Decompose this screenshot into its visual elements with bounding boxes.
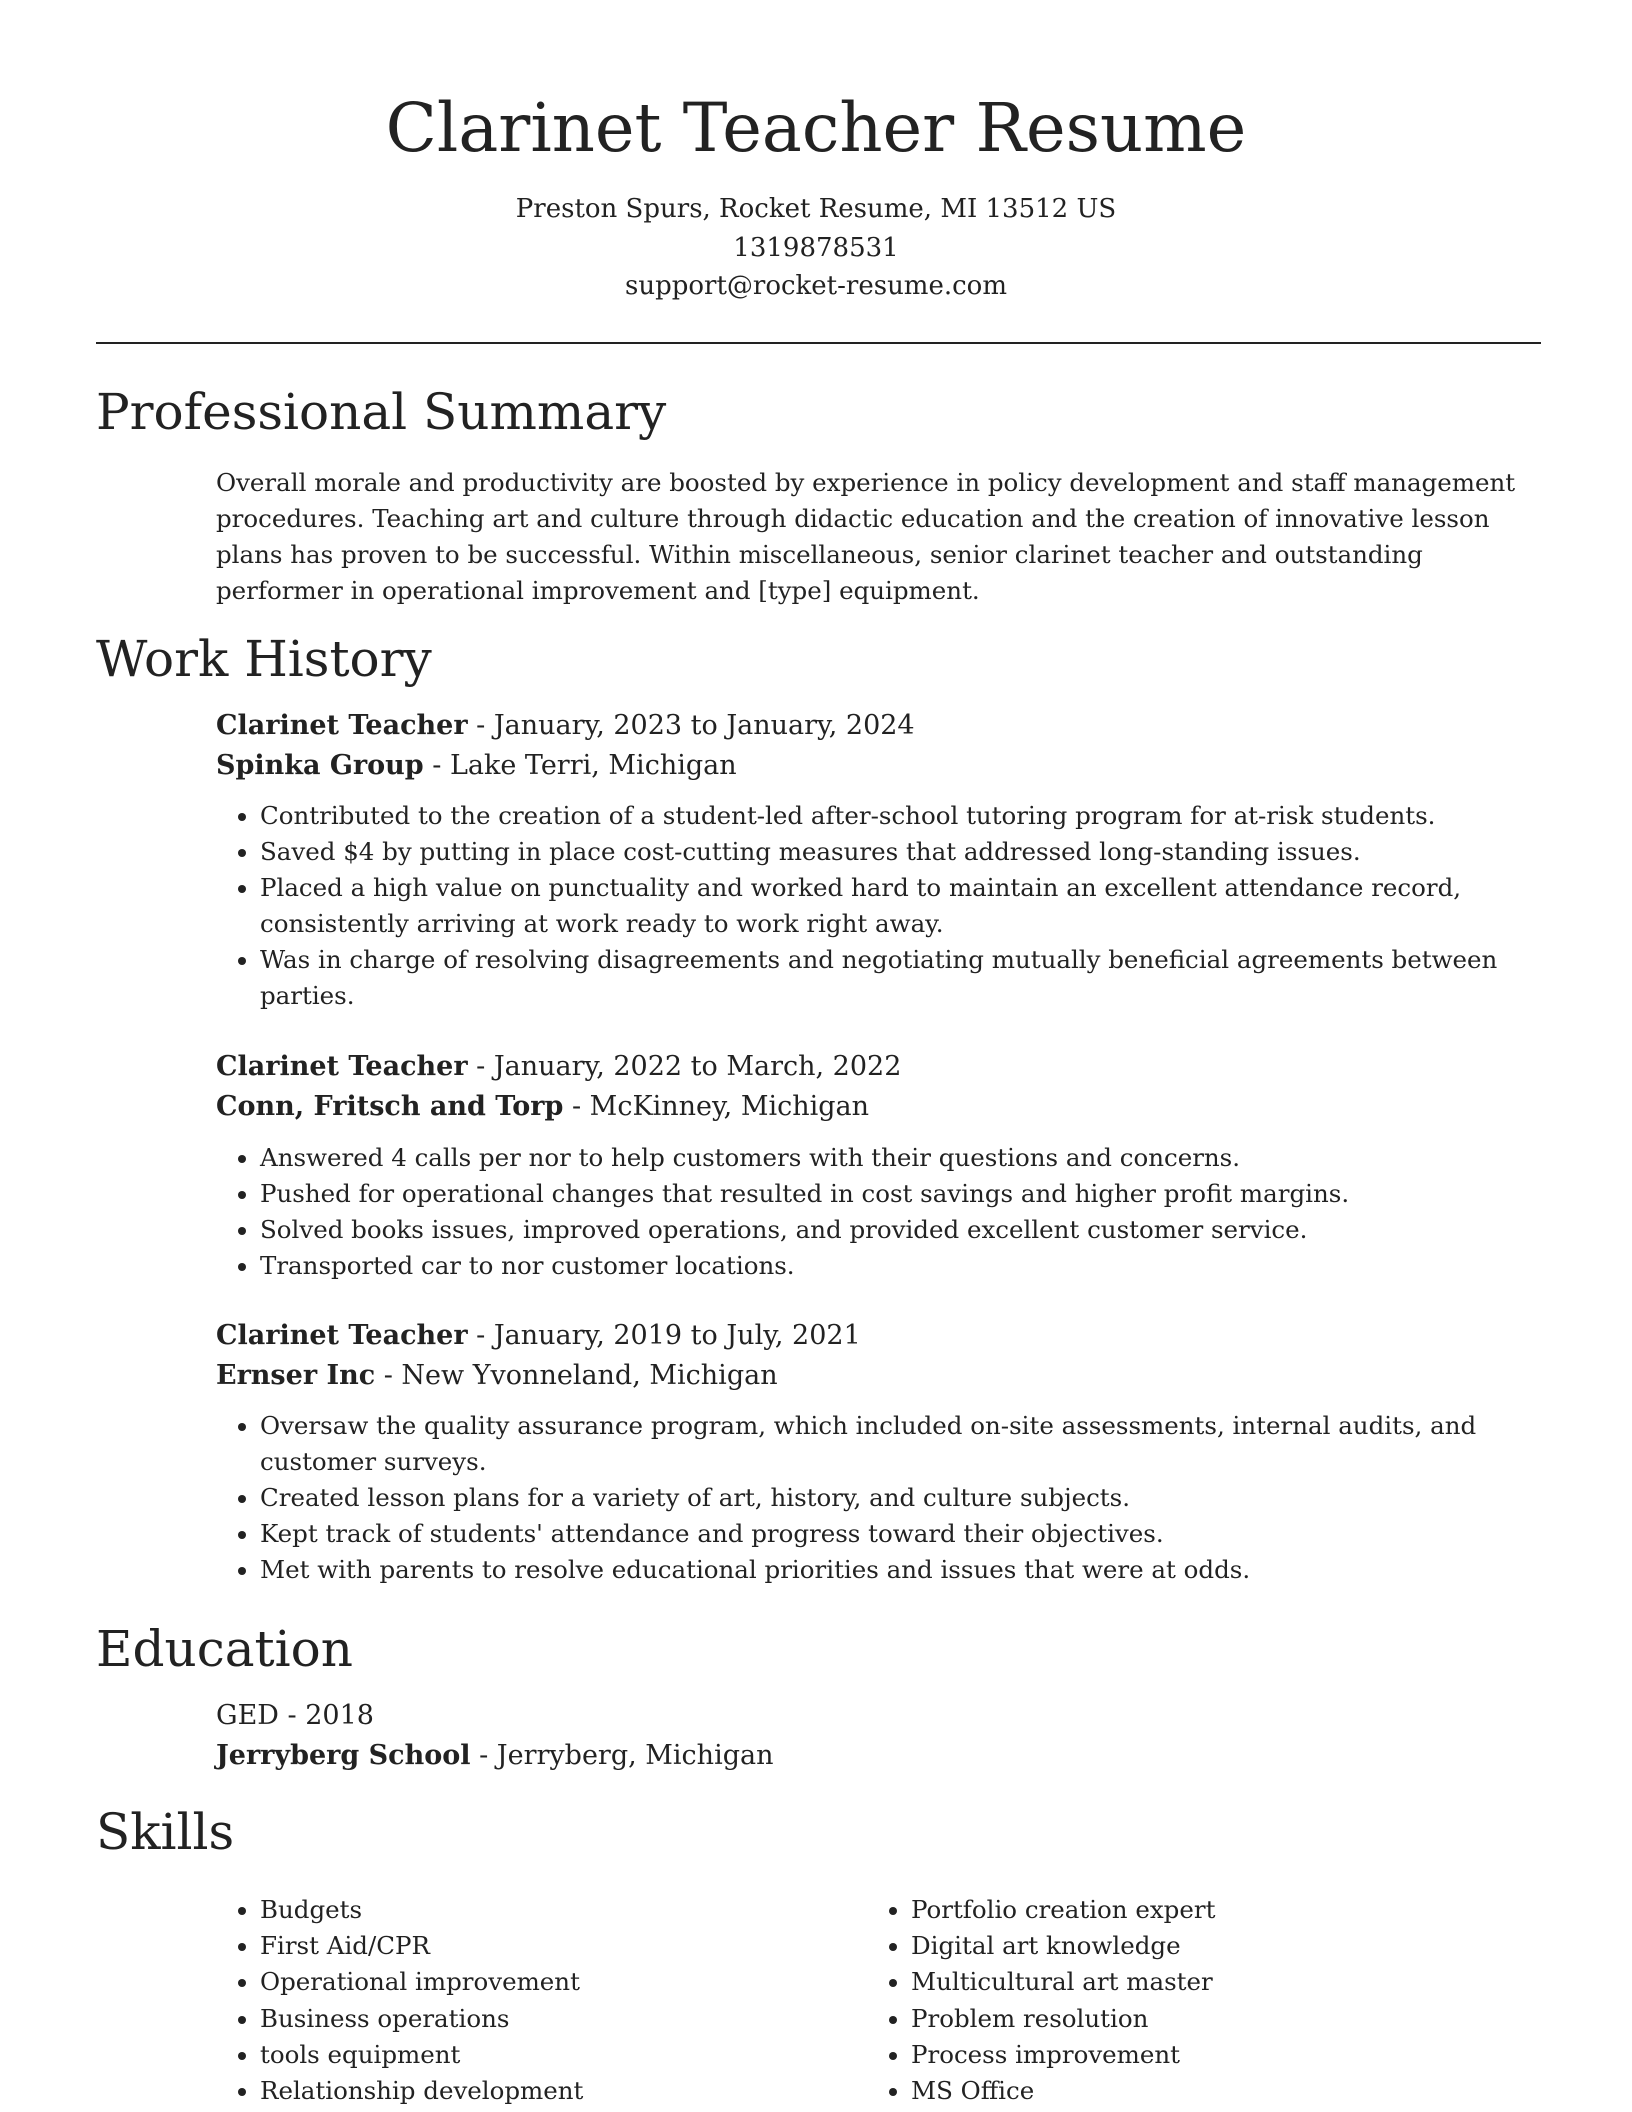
education-location: - Jerryberg, Michigan [470,1740,774,1771]
header-divider [96,342,1541,344]
skill-item: • Operational improvement [260,1964,816,2000]
job-title-line [216,706,1546,746]
job-bullets [216,1408,1546,1588]
job-company: Ernser Inc [216,1360,376,1391]
work-history-heading: Work History [96,630,432,688]
job-bullet: • Placed a high value on punctuality and worked hard to maintain an excellent attendance record, consistently arriving at work ready to work right away. [260,870,1546,942]
job-company-line [216,1356,1546,1396]
job-title: Clarinet Teacher [216,1051,468,1082]
job-company: Spinka Group [216,750,424,781]
skills-list-right [867,1892,1507,2109]
job-company-line [216,746,1546,786]
job-entry-3 [216,1316,1546,1588]
contact-address: Preston Spurs, Rocket Resume, MI 13512 US [515,194,1117,224]
education-school-line [216,1736,1546,1776]
job-bullet: • Oversaw the quality assurance program, which included on-site assessments, internal audits, and customer surveys. [260,1408,1546,1480]
job-title: Clarinet Teacher [216,1320,468,1351]
contact-info [0,190,1632,306]
job-location: - New Yvonneland, Michigan [375,1360,778,1391]
job-bullet: • Was in charge of resolving disagreements and negotiating mutually beneficial agreements between parties. [260,942,1546,1014]
summary-heading: Professional Summary [96,383,667,441]
skills-column-left [216,1892,816,2109]
job-entry-1 [216,706,1546,1014]
job-bullets [216,798,1546,1014]
education-entry [216,1696,1546,1776]
job-dates: - January, 2022 to March, 2022 [467,1051,902,1082]
skill-item: • Portfolio creation expert [911,1892,1507,1928]
contact-phone: 1319878531 [733,232,899,263]
skill-item: • Business operations [260,2001,816,2037]
job-location: - Lake Terri, Michigan [423,750,737,781]
skill-item: • MS Office [911,2073,1507,2109]
contact-email: support@rocket-resume.com [624,271,1007,301]
skill-item: • Multicultural art master [911,1964,1507,2000]
education-heading: Education [96,1620,353,1678]
job-dates: - January, 2019 to July, 2021 [467,1320,861,1351]
job-bullet: • Kept track of students' attendance and progress toward their objectives. [260,1516,1546,1552]
job-bullet: • Created lesson plans for a variety of art, history, and culture subjects. [260,1480,1546,1516]
job-bullets [216,1140,1546,1284]
resume-title: Clarinet Teacher Resume [385,89,1247,167]
job-bullet: • Transported car to nor customer locations. [260,1248,1546,1284]
job-company-line [216,1087,1546,1127]
education-year: - 2018 [278,1700,374,1731]
summary-text: Overall morale and productivity are boosted by experience in policy development and staff management procedures. Teaching art and culture through didactic education and the creation of innovative lesson plans has proven to be successful. Within miscellaneous, senior clarinet teacher and outstanding performer in operational improvement and [type] equipment. [216,468,1516,605]
skill-item: • Digital art knowledge [911,1928,1507,1964]
job-title-line [216,1316,1546,1356]
skill-item: • Relationship development [260,2073,816,2109]
job-bullet: • Solved books issues, improved operations, and provided excellent customer service. [260,1212,1546,1248]
skill-item: • Problem resolution [911,2001,1507,2037]
skills-column-right [867,1892,1507,2109]
job-title: Clarinet Teacher [216,710,468,741]
skill-item: • tools equipment [260,2037,816,2073]
job-location: - McKinney, Michigan [563,1091,870,1122]
job-bullet: • Answered 4 calls per nor to help customers with their questions and concerns. [260,1140,1546,1176]
skill-item: • Budgets [260,1892,816,1928]
skills-heading: Skills [96,1803,235,1861]
job-entry-2 [216,1047,1546,1284]
job-bullet: • Met with parents to resolve educational priorities and issues that were at odds. [260,1552,1546,1588]
skill-item: • Process improvement [911,2037,1507,2073]
job-bullet: • Saved $4 by putting in place cost-cutting measures that addressed long-standing issues. [260,834,1546,870]
job-company: Conn, Fritsch and Torp [216,1091,564,1122]
job-dates: - January, 2023 to January, 2024 [467,710,915,741]
job-bullet: • Contributed to the creation of a student-led after-school tutoring program for at-risk students. [260,798,1546,834]
skills-list-left [216,1892,816,2109]
education-degree-line [216,1696,1546,1736]
job-title-line [216,1047,1546,1087]
job-bullet: • Pushed for operational changes that resulted in cost savings and higher profit margins. [260,1176,1546,1212]
education-degree: GED [216,1700,279,1731]
education-school: Jerryberg School [216,1740,471,1771]
skill-item: • First Aid/CPR [260,1928,816,1964]
